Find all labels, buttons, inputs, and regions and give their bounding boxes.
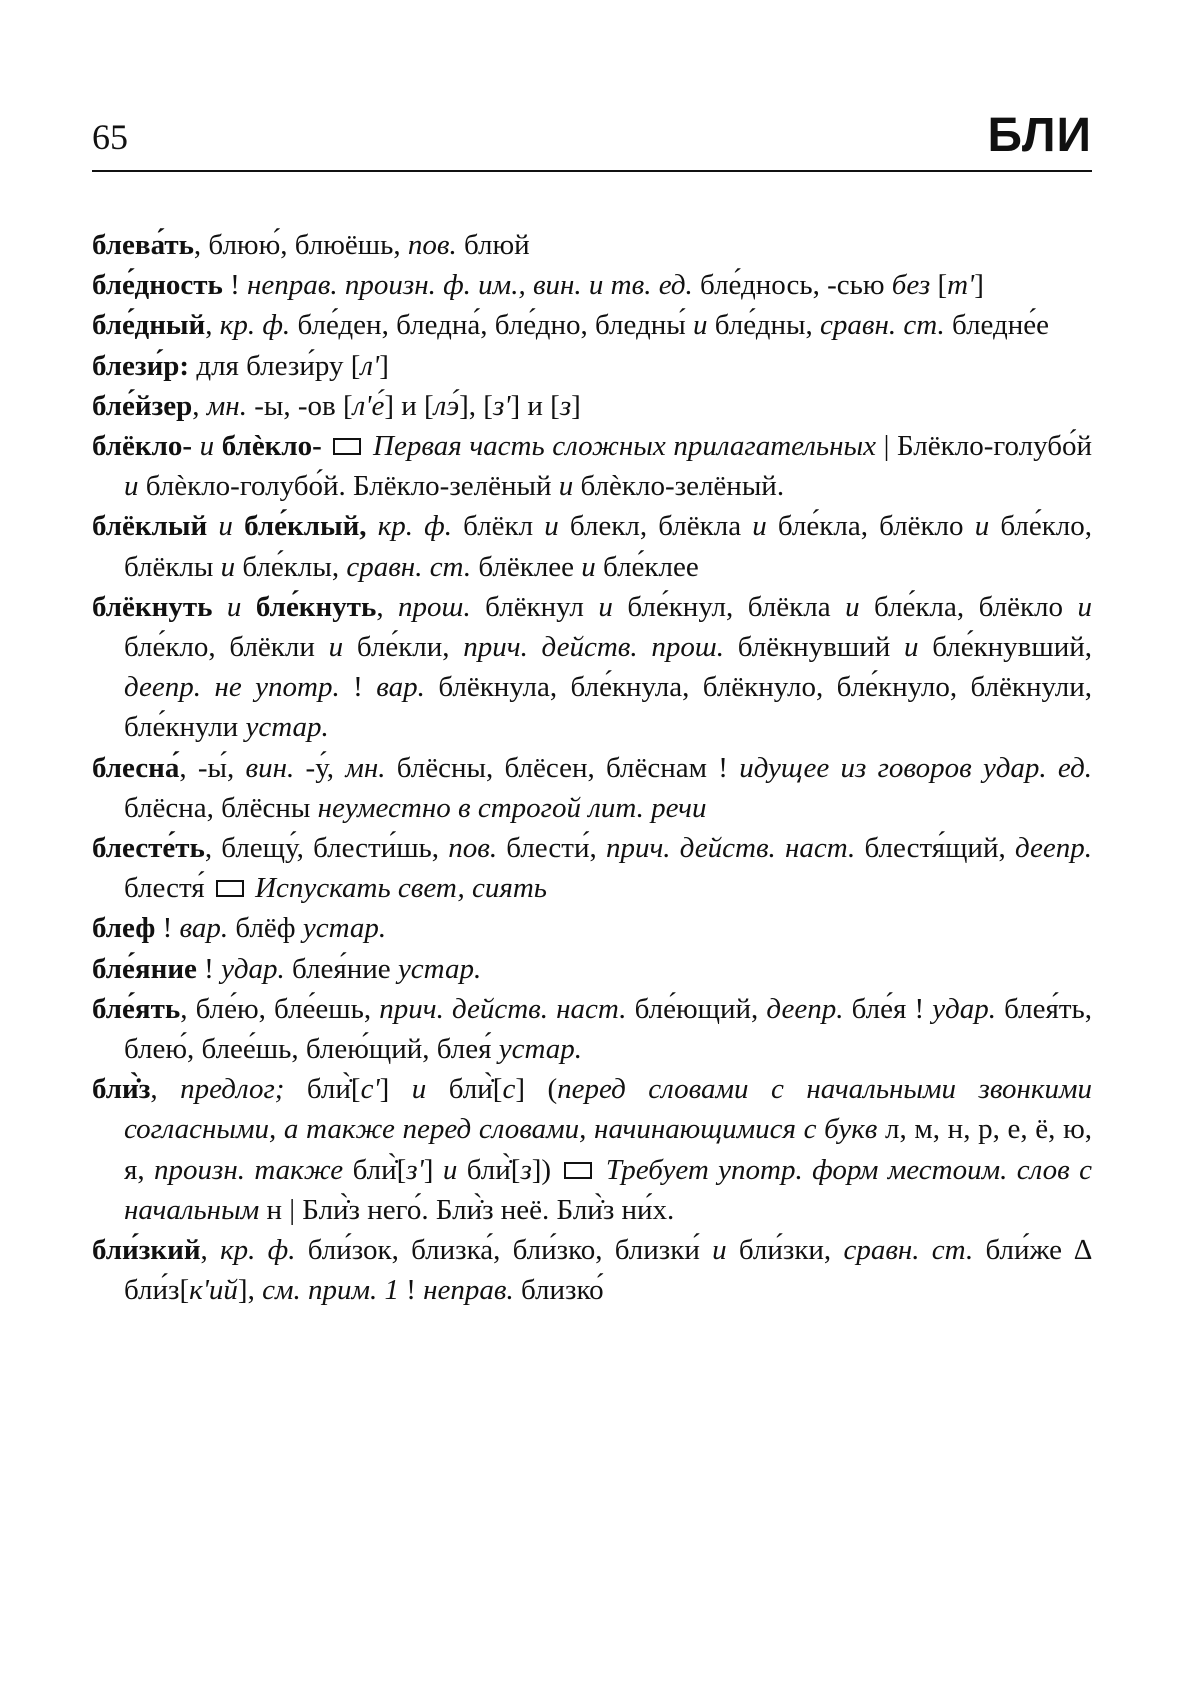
entry-text: !	[222, 269, 248, 302]
headword: бле́клый,	[244, 510, 367, 543]
italic-note: деепр.	[766, 992, 844, 1025]
dictionary-entry	[92, 506, 1092, 586]
italic-note: вар.	[179, 912, 229, 945]
italic-note: и	[903, 631, 919, 664]
page-header	[92, 108, 1092, 172]
headword: блесте́ть	[92, 832, 205, 865]
italic-note: и	[581, 550, 596, 583]
entry-text: блёсны, блёсен, блёснам !	[385, 751, 740, 784]
entry-text: ]	[379, 349, 389, 382]
entry-text: л, м, н, р, е, ё, ю, я,	[124, 1113, 1092, 1186]
italic-note: и	[598, 590, 613, 623]
italic-note: з'	[406, 1153, 424, 1186]
entry-text: ,	[150, 1073, 181, 1106]
entry-text: бле́днось, -сью	[692, 269, 892, 302]
italic-note: пов.	[407, 229, 457, 261]
italic-note: и	[411, 1073, 427, 1106]
italic-note: см. прим. 1	[262, 1274, 399, 1307]
entry-text: блёкл	[452, 510, 545, 543]
headword: блесна́	[92, 751, 180, 784]
italic-note: и	[974, 510, 990, 543]
entry-text: бли̇̀[	[284, 1073, 361, 1106]
italic-note: неправ. произн. ф. им., вин. и тв. ед.	[247, 269, 693, 302]
headword: бле́йзер	[92, 389, 193, 422]
dictionary-entry	[92, 1069, 1092, 1230]
italic-note: и	[220, 550, 236, 583]
italic-note: и	[712, 1234, 727, 1267]
headword: бле́дный	[92, 309, 206, 342]
entry-text: ,	[192, 389, 207, 422]
italic-note: с'	[360, 1073, 380, 1106]
headword: бле́дность	[92, 269, 223, 302]
headword: блёкнуть	[92, 590, 213, 623]
entry-text: бли́зок, близка́, бли́зко, близки́	[295, 1234, 713, 1267]
entry-text: блюй	[456, 229, 530, 261]
italic-note: и	[212, 590, 256, 623]
entry-text: бледне́е	[944, 309, 1050, 342]
italic-note: сравн. ст.	[843, 1234, 974, 1267]
headword: блёклый	[92, 510, 208, 543]
entry-text: бле́кнул, блёкла	[612, 590, 846, 623]
meaning-box-icon	[333, 438, 361, 455]
dictionary-entry	[92, 426, 1092, 506]
entry-text: ,	[200, 1234, 221, 1267]
entry-text: блѐкло-зелёный.	[573, 470, 785, 503]
meaning-box-icon	[564, 1162, 592, 1179]
dictionary-entry	[92, 748, 1092, 828]
entry-text	[367, 510, 378, 542]
meaning-box-icon	[216, 880, 244, 897]
italic-note: з	[559, 389, 572, 422]
italic-note: удар.	[932, 992, 996, 1025]
italic-note: и	[845, 590, 860, 623]
entry-text: , блюю́, блюёшь,	[193, 229, 408, 261]
italic-note: и	[558, 470, 574, 503]
entry-text: бле́кло, блёкли	[124, 631, 329, 664]
entry-text: блестя́щий,	[855, 832, 1015, 865]
entry-text: бле́кли,	[343, 631, 464, 664]
entry-text: ] (	[515, 1073, 558, 1106]
entry-text: блѐкло-голубо́й. Блёкло-зелёный	[138, 470, 559, 503]
italic-note: прич. действ. наст.	[605, 832, 856, 865]
headword: бли̇̀з	[92, 1073, 151, 1106]
italic-note: кр. ф.	[219, 309, 291, 342]
italic-note: з	[520, 1153, 532, 1186]
italic-note: перед словами с начальными звонкими согласными, а также перед словами, начинающимися с букв	[124, 1073, 1092, 1146]
italic-note: к'ий	[189, 1274, 238, 1307]
headword: блѐкло-	[221, 430, 322, 463]
entry-text: блёсна, блёсны	[124, 791, 318, 824]
entry-text: ],	[237, 1274, 263, 1307]
dictionary-entry	[92, 386, 1092, 426]
italic-note: идущее из говоров удар. ед.	[739, 751, 1092, 784]
page-number: 65	[92, 117, 128, 157]
italic-note: и	[693, 309, 708, 342]
entry-text: бли̇̀[	[426, 1073, 503, 1106]
entry-text: , блещу́, блести́шь,	[204, 832, 449, 865]
italic-note: устар.	[397, 952, 482, 985]
italic-note: т'	[947, 269, 975, 302]
italic-note: и	[1077, 590, 1093, 623]
italic-note: Первая часть сложных прилагательных	[365, 430, 877, 463]
italic-note: лэ́	[433, 389, 460, 422]
italic-note: предлог;	[180, 1073, 285, 1106]
entry-text: !	[196, 952, 222, 985]
entry-text: , -ы́,	[179, 751, 246, 784]
headword: бле́ять	[92, 992, 181, 1025]
italic-note: мн.	[345, 751, 386, 784]
entry-text: бле́дны,	[707, 309, 821, 342]
dictionary-entry	[92, 1230, 1092, 1310]
italic-note: неуместно в строгой лит. речи	[317, 791, 707, 824]
italic-note: и	[124, 470, 139, 503]
headword: блёкло-	[92, 430, 193, 463]
entry-text: !	[339, 671, 377, 704]
italic-note: с	[502, 1073, 516, 1106]
entry-text: [	[930, 269, 948, 302]
italic-note: прич. действ. наст.	[379, 992, 627, 1025]
italic-note: устар.	[498, 1033, 583, 1066]
italic-note: вин.	[245, 751, 295, 784]
entry-text: для блези́ру [	[189, 349, 361, 382]
italic-note: деепр. не употр.	[124, 671, 340, 704]
entry-text: блёкнул	[470, 590, 599, 623]
italic-note: сравн. ст.	[820, 309, 945, 342]
entry-text: блёф	[228, 912, 303, 945]
entry-text: блестя́	[124, 872, 212, 905]
entry-text: бле́кнувший,	[918, 631, 1092, 664]
italic-note: з'	[492, 389, 511, 422]
entry-text: -ы, -ов [	[246, 389, 353, 422]
entry-text: бли̇̀[	[343, 1153, 407, 1186]
dictionary-entry	[92, 225, 1092, 265]
entry-text: -у́,	[294, 751, 346, 784]
italic-note: устар.	[245, 711, 329, 744]
entry-text: ]	[571, 389, 581, 422]
entry-text: ,	[376, 590, 399, 623]
entry-text: близко́	[513, 1274, 604, 1307]
entry-text: бле́кло, блёклы	[124, 510, 1093, 583]
dictionary-entry	[92, 949, 1092, 989]
headword: бле́яние	[92, 952, 197, 985]
entry-text: !	[398, 1274, 424, 1307]
italic-note: и	[192, 430, 222, 463]
dictionary-entry	[92, 265, 1092, 305]
entry-text: бли̇̀[	[457, 1153, 521, 1186]
headword: бли́зкий	[92, 1234, 201, 1267]
entry-text: бли́зки,	[726, 1234, 844, 1267]
italic-note: прош.	[398, 590, 471, 623]
entry-text: бле́кла, блёкло	[859, 590, 1078, 623]
entry-text: бли́же ∆ бли́з[	[124, 1234, 1093, 1307]
entry-text: бле́клее	[595, 550, 699, 583]
entry-text: ]	[423, 1153, 443, 1186]
entry-text: бле́клы,	[235, 550, 347, 583]
entry-text: н | Бли̇̀з него́. Бли̇̀з неё. Бли̇̀з ни́х.	[259, 1193, 675, 1226]
entry-text: блести́,	[497, 832, 606, 865]
dictionary-entry	[92, 305, 1092, 345]
italic-note: и	[328, 631, 344, 664]
italic-note: деепр.	[1014, 832, 1092, 865]
entry-text: , бле́ю, бле́ешь,	[180, 992, 380, 1025]
italic-note: вар.	[376, 671, 425, 704]
entry-text	[322, 430, 330, 462]
entry-text: бле́ден, бледна́, бле́дно, бледны́	[290, 309, 693, 342]
italic-note: л'	[360, 349, 380, 382]
entry-text: ]	[379, 1073, 412, 1106]
italic-note: без	[891, 269, 931, 302]
italic-note: кр. ф.	[220, 1234, 296, 1267]
guide-word: БЛИ	[987, 109, 1092, 162]
entry-text: блёклее	[471, 550, 582, 583]
entry-text: ] и [	[510, 389, 560, 422]
entry-text: блёкнувший	[723, 631, 904, 664]
entry-text: блекл, блёкла	[558, 510, 753, 543]
entry-text: ,	[205, 309, 220, 342]
italic-note: кр. ф.	[377, 510, 453, 543]
italic-note: неправ.	[423, 1274, 514, 1307]
headword: блеф	[92, 912, 156, 945]
headword: блези́р:	[92, 349, 190, 382]
italic-note: сравн. ст.	[346, 550, 472, 583]
dictionary-entry	[92, 587, 1092, 748]
dictionary-entry	[92, 989, 1092, 1069]
italic-note: Испускать свет, сиять	[247, 872, 548, 905]
italic-note: и	[442, 1153, 458, 1186]
italic-note: прич. действ. прош.	[463, 631, 724, 664]
italic-note: и	[752, 510, 767, 543]
entry-text: блея́ть, блею́, блее́шь, блею́щий, блея́	[124, 992, 1092, 1066]
italic-note: и	[207, 510, 245, 543]
dictionary-entry	[92, 908, 1092, 948]
entry-text: бле́я !	[843, 992, 933, 1025]
italic-note: произн. также	[154, 1153, 344, 1186]
entry-text: ])	[531, 1153, 561, 1186]
entry-text: | Блёкло-голубо́й	[876, 430, 1093, 463]
italic-note: устар.	[302, 912, 387, 945]
italic-note: мн.	[206, 389, 247, 422]
entry-text: ]	[974, 269, 984, 302]
entry-text: блёкнула, бле́кнула, блёкнуло, бле́кнуло, блёкнули, бле́кнули	[124, 671, 1092, 744]
dictionary-entries	[92, 225, 1092, 1310]
entry-text: ], [	[459, 389, 493, 422]
headword: бле́кнуть	[255, 590, 377, 623]
entry-text: ] и [	[384, 389, 434, 422]
entry-text: блея́ние	[284, 952, 398, 985]
italic-note: удар.	[221, 952, 285, 985]
italic-note: и	[544, 510, 559, 543]
italic-note: л'е́	[352, 389, 385, 422]
italic-note: Требует употр. форм местоим. слов с начальным	[124, 1153, 1092, 1226]
italic-note: пов.	[448, 832, 498, 865]
entry-text: бле́кла, блёкло	[766, 510, 975, 543]
headword: блева́ть	[92, 229, 194, 261]
entry-text: бле́ющий,	[626, 992, 767, 1025]
dictionary-entry	[92, 346, 1092, 386]
dictionary-entry	[92, 828, 1092, 908]
entry-text: !	[155, 912, 180, 945]
